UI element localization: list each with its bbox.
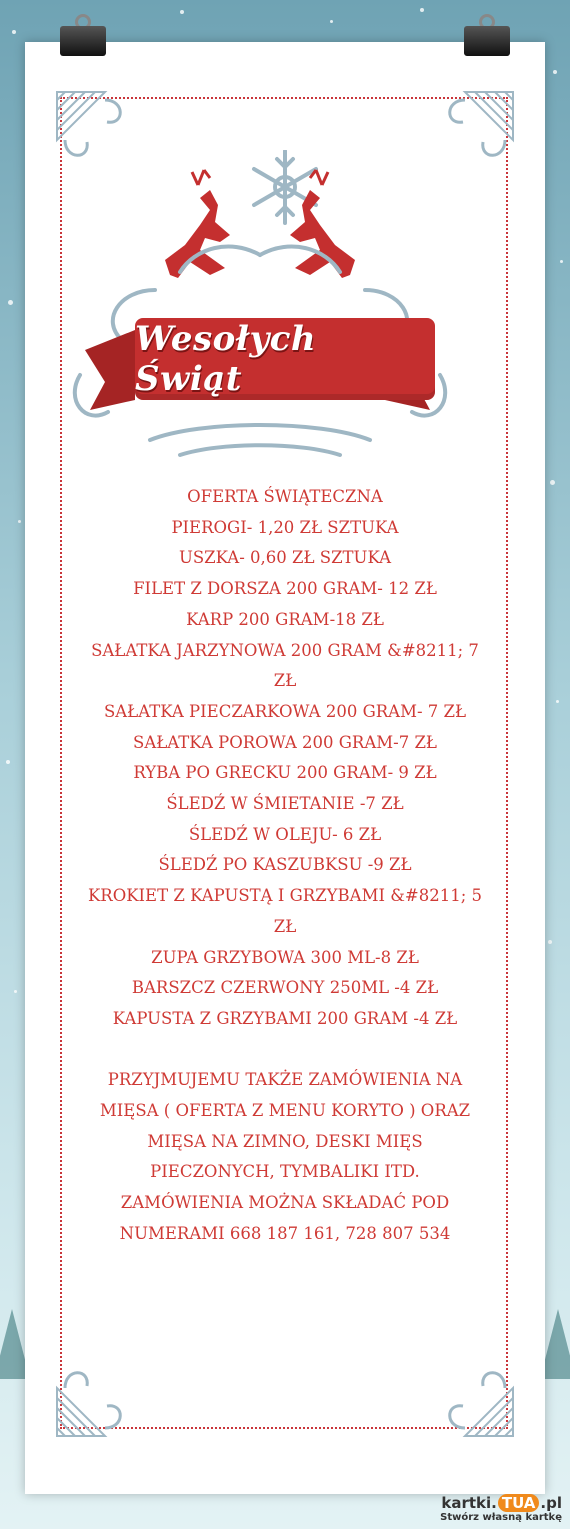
greeting-banner	[135, 318, 435, 400]
menu-text	[70, 482, 500, 1250]
menu-line: SAŁATKA POROWA 200 GRAM-7 ZŁ	[133, 732, 437, 752]
menu-line: SAŁATKA JARZYNOWA 200 GRAM &#8211; 7	[91, 640, 479, 660]
paper-clip-icon	[464, 14, 510, 56]
menu-line: KAPUSTA Z GRZYBAMI 200 GRAM -4 ZŁ	[112, 1008, 458, 1028]
menu-line: USZKA- 0,60 ZŁ SZTUKA	[178, 548, 392, 568]
menu-line: MIĘSA ( OFERTA Z MENU KORYTO ) ORAZ	[99, 1101, 471, 1121]
menu-line: SAŁATKA PIECZARKOWA 200 GRAM- 7 ZŁ	[103, 701, 467, 721]
menu-line: OFERTA ŚWIĄTECZNA	[187, 487, 383, 506]
reindeer-icon	[290, 170, 355, 278]
menu-line: ZAMÓWIENIA MOŻNA SKŁADAĆ POD	[120, 1193, 450, 1213]
menu-line: ZŁ	[273, 671, 297, 691]
menu-line: ZUPA GRZYBOWA 300 ML-8 ZŁ	[151, 947, 419, 967]
menu-line: NUMERAMI 668 187 161, 728 807 534	[119, 1223, 451, 1243]
menu-line: FILET Z DORSZA 200 GRAM- 12 ZŁ	[133, 579, 437, 599]
menu-line: RYBA PO GRECKU 200 GRAM- 9 ZŁ	[133, 763, 437, 783]
menu-line: ŚLEDŹ W OLEJU- 6 ZŁ	[188, 824, 382, 844]
corner-ornament-icon	[55, 1358, 135, 1438]
brand-name-prefix: kartki.	[441, 1494, 497, 1512]
corner-ornament-icon	[435, 1358, 515, 1438]
menu-line: MIĘSA NA ZIMNO, DESKI MIĘS	[147, 1131, 423, 1151]
menu-line: KARP 200 GRAM-18 ZŁ	[186, 609, 384, 629]
menu-line: PIECZONYCH, TYMBALIKI ITD.	[150, 1162, 420, 1182]
brand-name-suffix: .pl	[540, 1494, 562, 1512]
brand-tagline: Stwórz własną kartkę	[440, 1512, 562, 1523]
header-illustration	[60, 150, 460, 470]
blank-line	[70, 1035, 500, 1066]
menu-line: BARSZCZ CZERWONY 250ML -4 ZŁ	[131, 978, 439, 998]
banner-title: Wesołych Świąt	[135, 319, 317, 399]
menu-line: ŚLEDŹ PO KASZUBKSU -9 ZŁ	[158, 855, 412, 875]
menu-line: ZŁ	[273, 916, 297, 936]
menu-line: KROKIET Z KAPUSTĄ I GRZYBAMI &#8211; 5	[87, 886, 483, 906]
menu-line: ŚLEDŹ W ŚMIETANIE -7 ZŁ	[166, 794, 404, 814]
reindeer-icon	[165, 170, 230, 278]
brand-name-accent: TUA	[498, 1494, 540, 1512]
menu-line: PRZYJMUJEMU TAKŻE ZAMÓWIENIA NA	[107, 1070, 463, 1090]
brand-logo[interactable]	[440, 1494, 562, 1523]
menu-line: PIEROGI- 1,20 ZŁ SZTUKA	[171, 517, 399, 537]
paper-clip-icon	[60, 14, 106, 56]
